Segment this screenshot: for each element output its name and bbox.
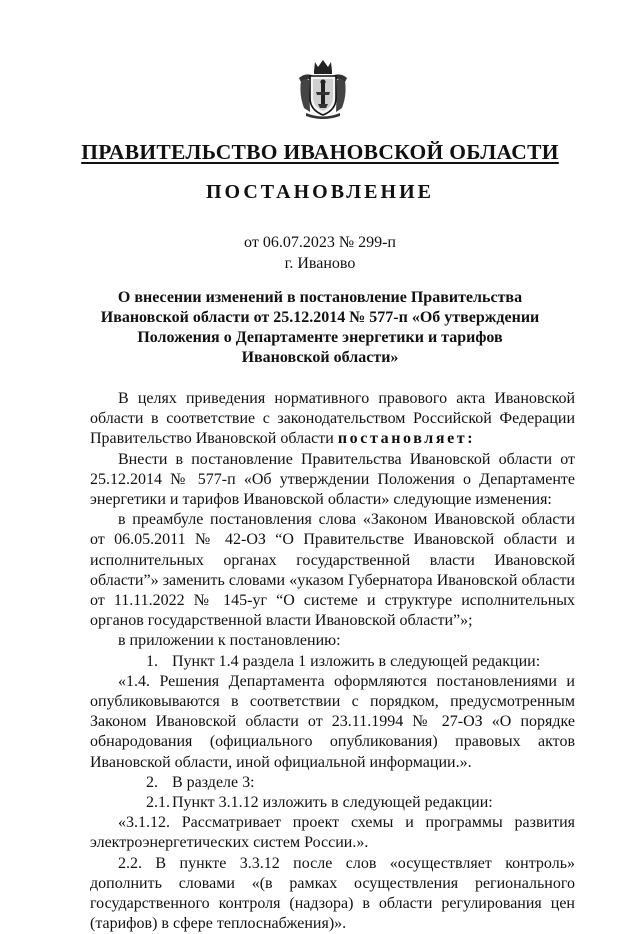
- document-city: г. Иваново: [284, 255, 356, 272]
- subject-line: О внесении изменений в постановление Правительства: [117, 289, 523, 306]
- paragraph-item-2-1: [90, 793, 575, 813]
- organization-title: ПРАВИТЕЛЬСТВО ИВАНОВСКОЙ ОБЛАСТИ: [81, 140, 559, 164]
- item-text: Пункт 1.4 раздела 1 изложить в следующей редакции:: [172, 652, 541, 670]
- item-number: 2.1.: [146, 794, 170, 812]
- paragraph-item-2-2: 2.2. В пункте 3.3.12 после слов «осуществляет контроль» дополнить словами «(в рамках осуществления регионального государственного контроля (надзора) в области регулирования цен (тарифов) в сфере теплоснабжения)».: [90, 854, 575, 933]
- document-body: [90, 389, 575, 934]
- paragraph-preamble-change: в преамбуле постановления слова «Законом Ивановской области от 06.05.2011 № 42-ОЗ “О Правительстве Ивановской области и исполнительных органах государственной власти Ивановской области”» заменить словами «указом Губернатора Ивановской области от 11.11.2022 № 145-уг “О системе и структуре исполнительных органов государственной власти Ивановской области”»;: [90, 511, 575, 630]
- item-number: 1.: [146, 652, 158, 670]
- document-date-number: от 06.07.2023 № 299-п: [244, 234, 396, 251]
- coat-of-arms-icon: [296, 58, 350, 120]
- paragraph-item-1-4: «1.4. Решения Департамента оформляются постановлениями и опубликовываются в соответствии с порядком, предусмотренным Законом Ивановской области от 23.11.1994 № 27-ОЗ «О порядке обнародования (официального опубликования) правовых актов Ивановской области, иной официальной информации.».: [90, 672, 575, 771]
- item-text: Пункт 3.1.12 изложить в следующей редакции:: [172, 794, 493, 812]
- paragraph-item-1: [90, 652, 575, 672]
- item-text: В разделе 3:: [172, 773, 255, 791]
- resolves-word: постановляет:: [337, 430, 476, 448]
- paragraph-appendix-intro: в приложении к постановлению:: [118, 632, 341, 650]
- subject-line: Ивановской области от 25.12.2014 № 577-п «Об утверждении: [100, 309, 540, 326]
- item-number: 2.: [146, 773, 158, 791]
- subject-line: Положения о Департаменте энергетики и тарифов: [137, 329, 503, 346]
- preamble-text: В целях приведения нормативного правового акта Ивановской области в соответствие с законодательством Российской Федерации Правительство Ивановской области: [90, 390, 575, 448]
- subject-line: Ивановской области»: [241, 349, 399, 366]
- paragraph-preamble: [90, 389, 575, 450]
- document-subject: [90, 288, 550, 368]
- paragraph-item-2: [90, 773, 575, 793]
- paragraph-amend: Внести в постановление Правительства Ивановской области от 25.12.2014 № 577-п «Об утверждении Положения о Департаменте энергетики и тарифов Ивановской области» следующие изменения:: [90, 450, 575, 509]
- paragraph-item-3-1-12: «3.1.12. Рассматривает проект схемы и программы развития электроэнергетических систем России.».: [90, 814, 575, 852]
- document-type: ПОСТАНОВЛЕНИЕ: [206, 181, 434, 203]
